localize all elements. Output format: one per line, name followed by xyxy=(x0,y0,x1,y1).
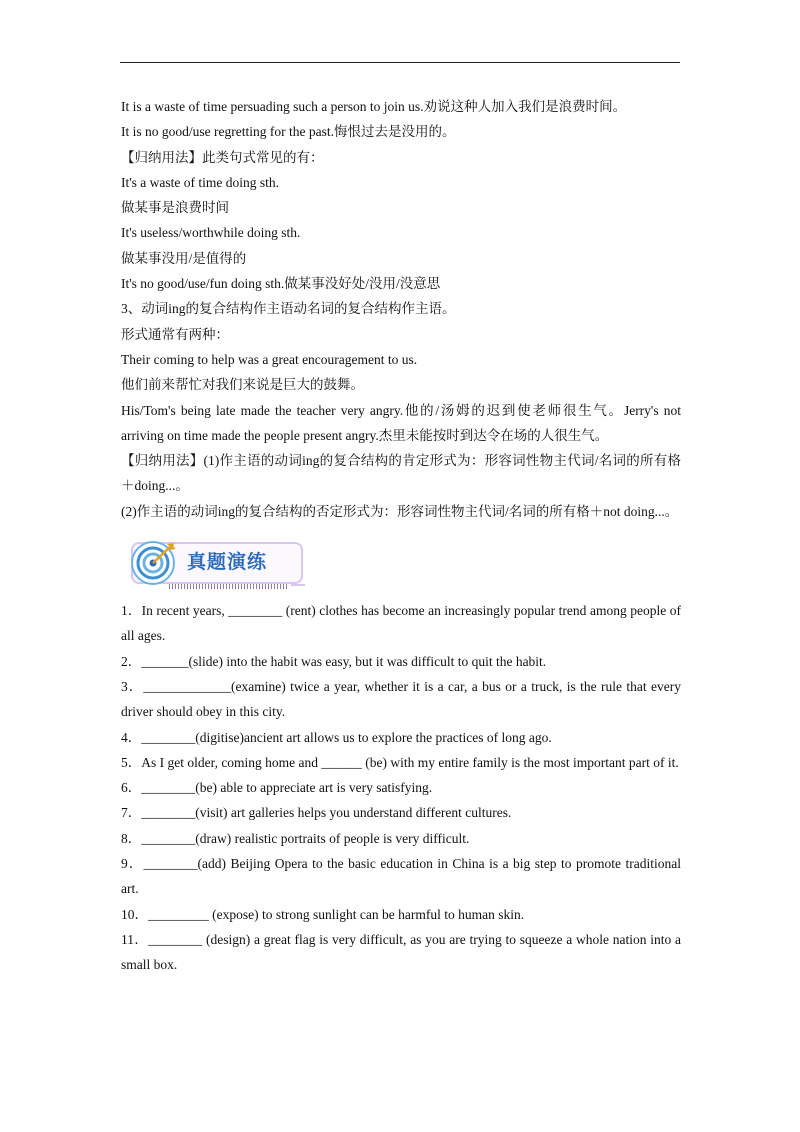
banner-corner-deco xyxy=(291,578,305,586)
example-1-translation: 他们前来帮忙对我们来说是巨大的鼓舞。 xyxy=(121,377,364,393)
exercise-8: 8．________(draw) realistic portraits of people is very difficult. xyxy=(121,830,470,846)
pattern-1-meaning: 做某事是浪费时间 xyxy=(121,200,229,216)
exercise-1: 1．In recent years, ________ (rent) clothes has become an increasingly popular trend among people of all ages. xyxy=(121,603,681,644)
usage-summary-2: (2)作主语的动词ing的复合结构的否定形式为：形容词性物主代词/名词的所有格＋not doing...。 xyxy=(121,503,679,519)
exercise-7: 7．________(visit) art galleries helps you understand different cultures. xyxy=(121,805,512,821)
exercise-5: 5．As I get older, coming home and ______ (be) with my entire family is the most important part of it. xyxy=(121,754,679,770)
pattern-1: It's a waste of time doing sth. xyxy=(121,174,280,190)
target-icon xyxy=(123,538,183,590)
pattern-2-meaning: 做某事没用/是值得的 xyxy=(121,250,247,266)
exercise-9: 9．________(add) Beijing Opera to the basic education in China is a big step to promote traditional art. xyxy=(121,856,681,897)
exercise-4: 4．________(digitise)ancient art allows us to explore the practices of long ago. xyxy=(121,729,552,745)
exercise-3: 3．_____________(examine) twice a year, whether it is a car, a bus or a truck, is the rule that every driver should obey in this city. xyxy=(121,678,681,720)
pattern-3: It's no good/use/fun doing sth.做某事没好处/没用/没意思 xyxy=(121,276,441,292)
pattern-2: It's useless/worthwhile doing sth. xyxy=(121,225,301,241)
exercise-10: 10．_________ (expose) to strong sunlight can be harmful to human skin. xyxy=(121,906,525,922)
exercise-11: 11．________ (design) a great flag is very difficult, as you are trying to squeeze a whole nation into a small box. xyxy=(121,931,681,973)
usage-heading-1: 【归纳用法】此类句式常见的有： xyxy=(121,149,324,165)
header-rule xyxy=(120,62,680,63)
example-2: His/Tom's being late made the teacher very angry.他的/汤姆的迟到使老师很生气。Jerry's not arriving on time made the people present angry.杰里未能按时到达令在场的人很生气。 xyxy=(121,402,681,443)
section-3-heading: 3、动词ing的复合结构作主语动名词的复合结构作主语。 xyxy=(121,301,456,317)
document-body xyxy=(121,94,681,978)
banner-title: 真题演练 xyxy=(187,551,268,574)
intro-line-1: It is a waste of time persuading such a person to join us.劝说这种人加入我们是浪费时间。 xyxy=(121,99,627,114)
practice-section-banner xyxy=(123,538,303,590)
example-1: Their coming to help was a great encouragement to us. xyxy=(121,351,418,367)
exercise-2: 2．_______(slide) into the habit was easy, but it was difficult to quit the habit. xyxy=(121,653,547,669)
usage-summary-1: 【归纳用法】(1)作主语的动词ing的复合结构的肯定形式为：形容词性物主代词/名词的所有格＋doing...。 xyxy=(121,453,681,494)
intro-line-2: It is no good/use regretting for the past.悔恨过去是没用的。 xyxy=(121,124,456,140)
banner-tick-strip xyxy=(169,584,289,589)
forms-intro: 形式通常有两种： xyxy=(121,326,229,342)
exercise-6: 6．________(be) able to appreciate art is very satisfying. xyxy=(121,780,433,796)
